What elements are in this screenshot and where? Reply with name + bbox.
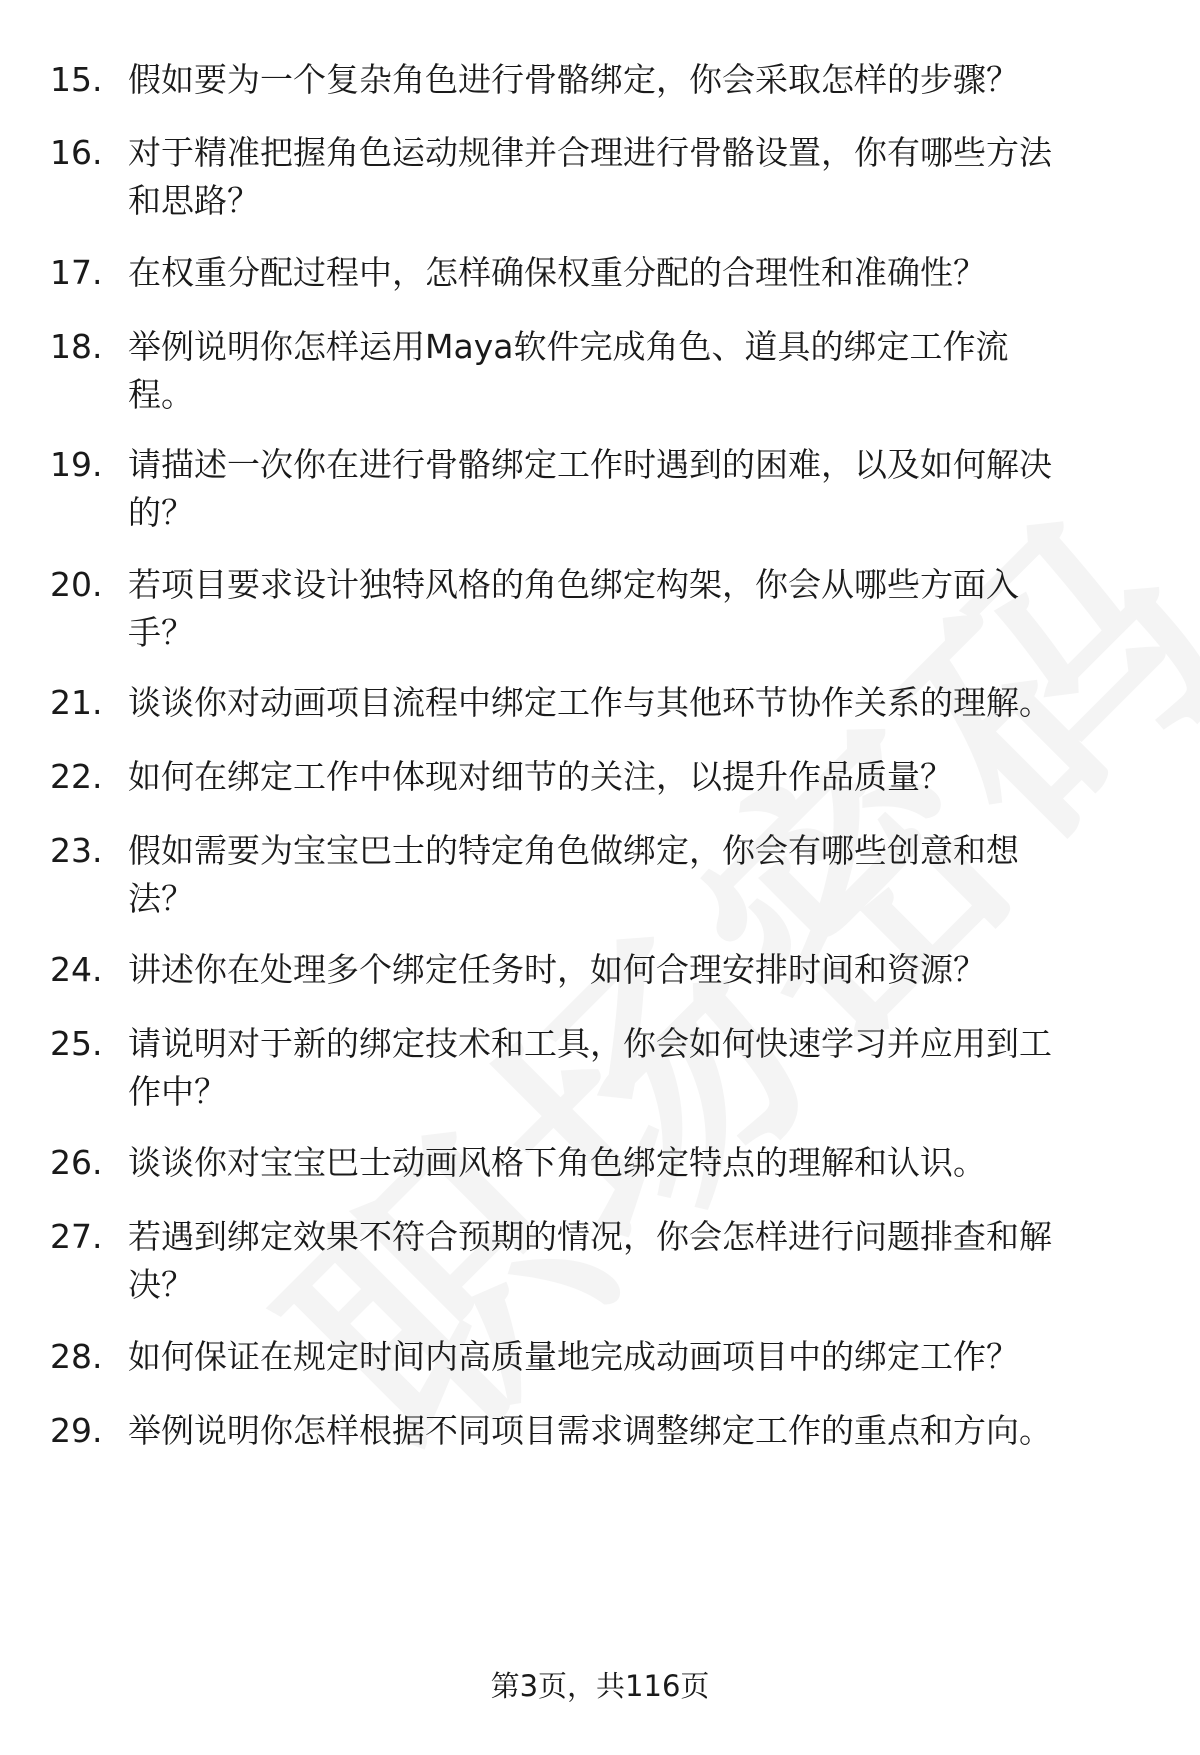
question-text: 谈谈你对动画项目流程中绑定工作与其他环节协作关系的理解。 [128,683,1052,722]
question-text: 对于精准把握角色运动规律并合理进行骨骼设置，你有哪些方法 和思路？ [128,133,1052,220]
question-text: 假如需要为宝宝巴士的特定角色做绑定，你会有哪些创意和想 法？ [128,831,1019,918]
question-number: 23. [50,831,103,870]
question-text: 如何在绑定工作中体现对细节的关注，以提升作品质量？ [128,757,953,796]
question-number: 28. [50,1337,103,1376]
question-number: 25. [50,1024,103,1063]
question-number: 19. [50,445,103,484]
question-text: 请描述一次你在进行骨骼绑定工作时遇到的困难，以及如何解决 的？ [128,445,1052,532]
question-text: 举例说明你怎样根据不同项目需求调整绑定工作的重点和方向。 [128,1411,1052,1450]
question-number: 29. [50,1411,103,1450]
question-text: 如何保证在规定时间内高质量地完成动画项目中的绑定工作？ [128,1337,1019,1376]
page-footer [0,1666,1200,1706]
question-number: 20. [50,565,103,604]
question-text: 讲述你在处理多个绑定任务时，如何合理安排时间和资源？ [128,950,986,989]
question-number: 15. [50,60,103,99]
question-number: 18. [50,327,103,366]
question-number: 26. [50,1143,103,1182]
question-text: 举例说明你怎样运用Maya软件完成角色、道具的绑定工作流 程。 [128,327,1009,414]
question-number: 17. [50,253,103,292]
question-text: 谈谈你对宝宝巴士动画风格下角色绑定特点的理解和认识。 [128,1143,986,1182]
page-number-label: 第3页，共116页 [490,1669,710,1703]
question-text: 若项目要求设计独特风格的角色绑定构架，你会从哪些方面入 手？ [128,565,1019,652]
question-text: 若遇到绑定效果不符合预期的情况，你会怎样进行问题排查和解 决？ [128,1217,1052,1304]
question-number: 27. [50,1217,103,1256]
question-number: 16. [50,133,103,172]
question-text: 假如要为一个复杂角色进行骨骼绑定，你会采取怎样的步骤？ [128,60,1019,99]
question-number: 22. [50,757,103,796]
question-text: 请说明对于新的绑定技术和工具，你会如何快速学习并应用到工 作中？ [128,1024,1052,1111]
question-text: 在权重分配过程中，怎样确保权重分配的合理性和准确性？ [128,253,986,292]
question-number: 24. [50,950,103,989]
question-number: 21. [50,683,103,722]
